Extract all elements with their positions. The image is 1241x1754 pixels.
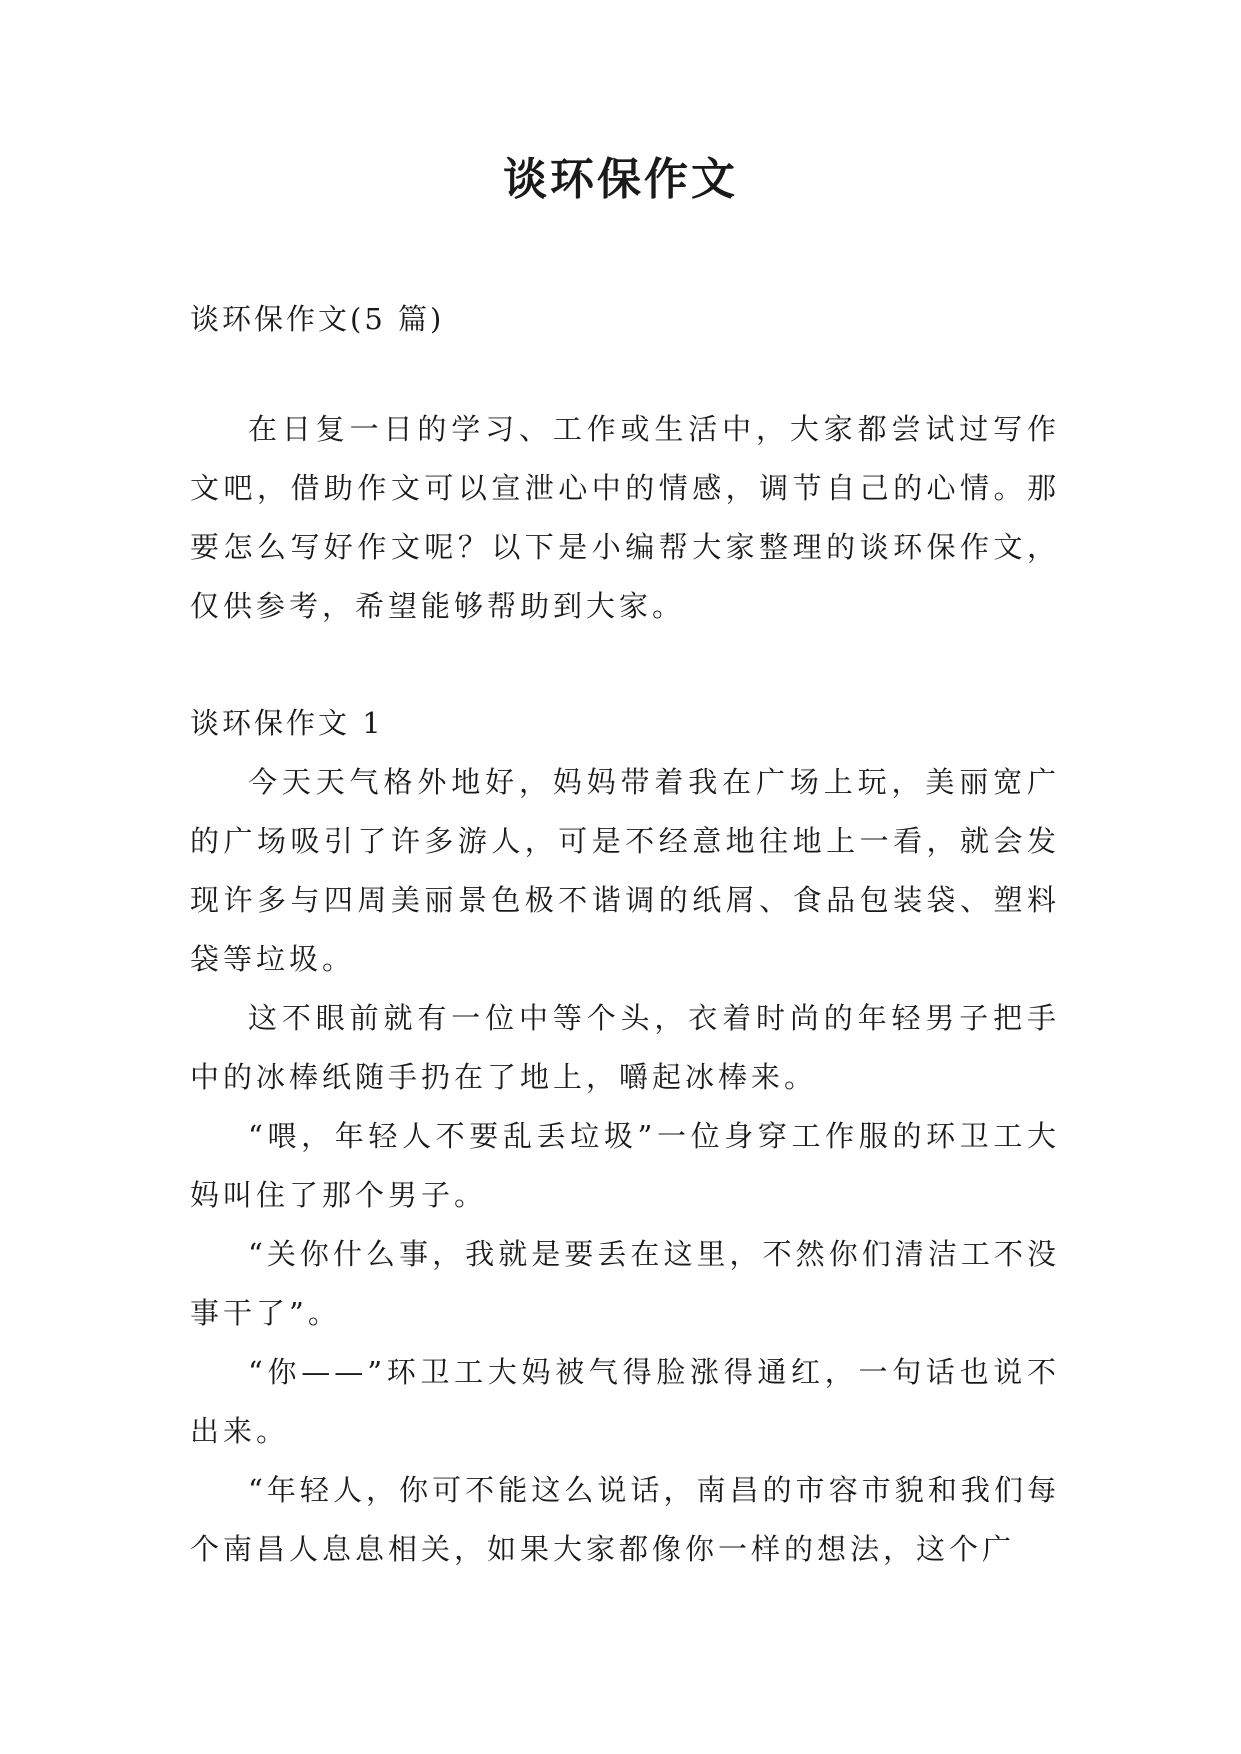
document-title: 谈环保作文 xyxy=(503,154,738,205)
essay-paragraph: 今天天气格外地好，妈妈带着我在广场上玩，美丽宽广的广场吸引了许多游人，可是不经意地往地上一看，就会发现许多与四周美丽景色极不谐调的纸屑、食品包装袋、塑料袋等垃圾。 xyxy=(190,765,1060,976)
essay-paragraph: “你——”环卫工大妈被气得脸涨得通红，一句话也说不出来。 xyxy=(190,1355,1060,1448)
essay-paragraph: “喂，年轻人不要乱丢垃圾”一位身穿工作服的环卫工大妈叫住了那个男子。 xyxy=(190,1119,1060,1212)
section-heading: 谈环保作文 1 xyxy=(190,706,384,740)
essay-paragraph: “关你什么事，我就是要丢在这里，不然你们清洁工不没事干了”。 xyxy=(190,1237,1060,1330)
essay-paragraph: “年轻人，你可不能这么说话，南昌的市容市貌和我们每个南昌人息息相关，如果大家都像你一样的想法，这个广 xyxy=(190,1473,1060,1566)
essay-paragraph: 这不眼前就有一位中等个头，衣着时尚的年轻男子把手中的冰棒纸随手扔在了地上，嚼起冰棒来。 xyxy=(190,1001,1060,1094)
intro-paragraph: 在日复一日的学习、工作或生活中，大家都尝试过写作文吧，借助作文可以宣泄心中的情感，调节自己的心情。那要怎么写好作文呢？以下是小编帮大家整理的谈环保作文，仅供参考，希望能够帮助到大家。 xyxy=(190,412,1060,623)
essay-section-1 xyxy=(190,694,1060,1579)
document-subtitle: 谈环保作文(5 篇) xyxy=(190,302,445,336)
